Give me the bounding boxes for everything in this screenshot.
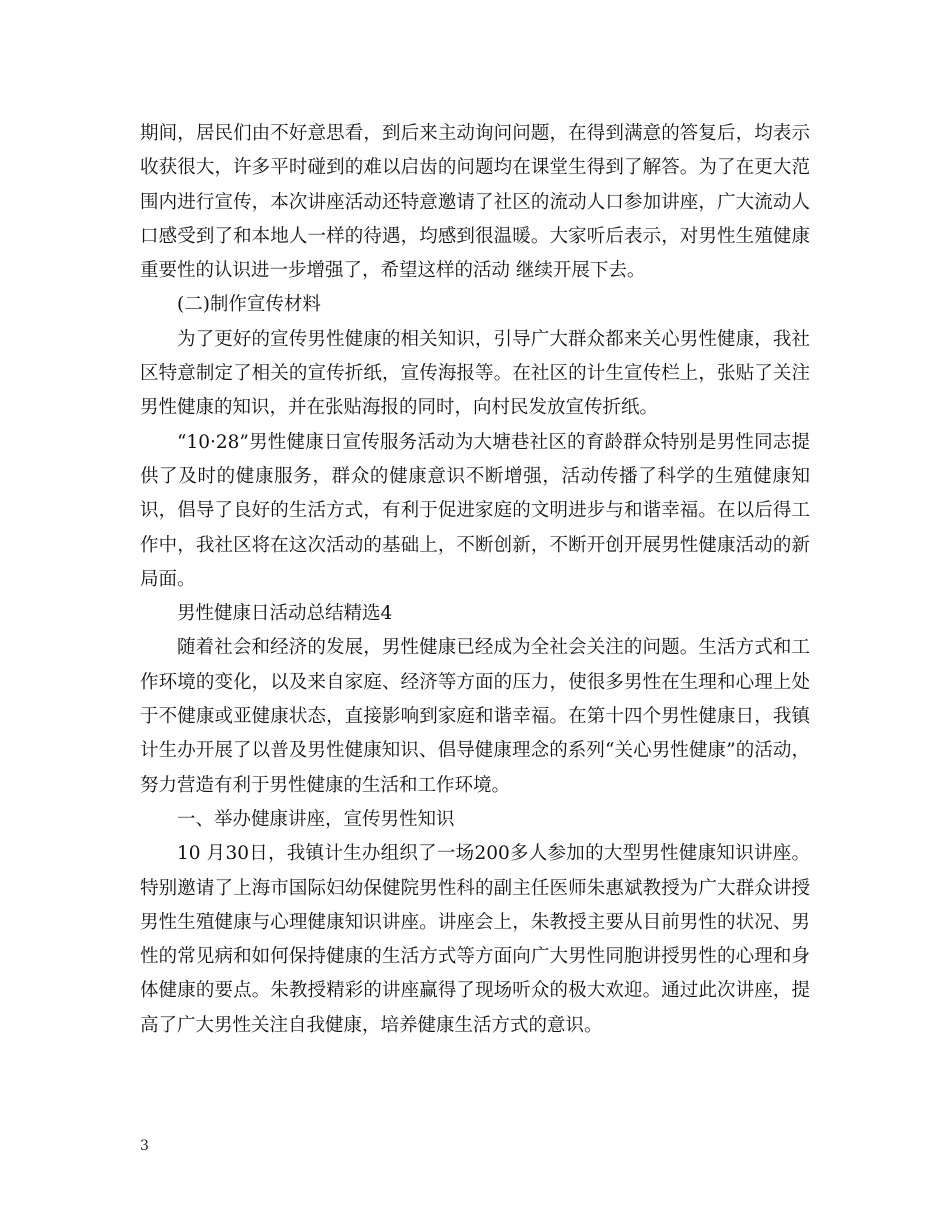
document-body (140, 117, 810, 1043)
section-heading-lecture: 一、举办健康讲座，宣传男性知识 (177, 808, 455, 830)
paragraph-materials: 为了更好的宣传男性健康的相关知识，引导广大群众都来关心男性健康，我社区特意制定了相关的宣传折纸，宣传海报等。在社区的计生宣传栏上，张贴了关注男性健康的知识，并在张贴海报的同时，向村民发放宣传折纸。 (140, 328, 810, 419)
section-heading-materials: (二)制作宣传材料 (177, 294, 321, 316)
article-title: 男性健康日活动总结精选4 (177, 603, 393, 625)
paragraph-continuation: 期间，居民们由不好意思看，到后来主动询问问题，在得到满意的答复后，均表示收获很大，许多平时碰到的难以启齿的问题均在课堂生得到了解答。为了在更大范围内进行宣传，本次讲座活动还特意邀请了社区的流动人口参加讲座，广大流动人口感受到了和本地人一样的待遇，均感到很温暖。大家听后表示，对男性生殖健康重要性的认识进一步增强了，希望这样的活动 继续开展下去。 (140, 123, 810, 282)
paragraph-lecture: 10 月30日，我镇计生办组织了一场200多人参加的大型男性健康知识讲座。特别邀请了上海市国际妇幼保健院男性科的副主任医师朱惠斌教授为广大群众讲授男性生殖健康与心理健康知识讲座。讲座会上，朱教授主要从目前男性的状况、男性的常见病和如何保持健康的生活方式等方面向广大男性同胞讲授男性的心理和身体健康的要点。朱教授精彩的讲座赢得了现场听众的极大欢迎。通过此次讲座，提高了广大男性关注自我健康，培养健康生活方式的意识。 (140, 843, 810, 1036)
paragraph-event-summary: “10·28”男性健康日宣传服务活动为大塘巷社区的育龄群众特别是男性同志提供了及时的健康服务，群众的健康意识不断增强，活动传播了科学的生殖健康知识，倡导了良好的生活方式，有利于促进家庭的文明进步与和谐幸福。在以后得工作中，我社区将在这次活动的基础上，不断创新，不断开创开展男性健康活动的新局面。 (140, 431, 810, 590)
paragraph-intro: 随着社会和经济的发展，男性健康已经成为全社会关注的问题。生活方式和工作环境的变化，以及来自家庭、经济等方面的压力，使很多男性在生理和心理上处于不健康或亚健康状态，直接影响到家庭和谐幸福。在第十四个男性健康日，我镇计生办开展了以普及男性健康知识、倡导健康理念的系列“关心男性健康”的活动，努力营造有利于男性健康的生活和工作环境。 (140, 637, 810, 796)
page-number: 3 (140, 1138, 149, 1154)
